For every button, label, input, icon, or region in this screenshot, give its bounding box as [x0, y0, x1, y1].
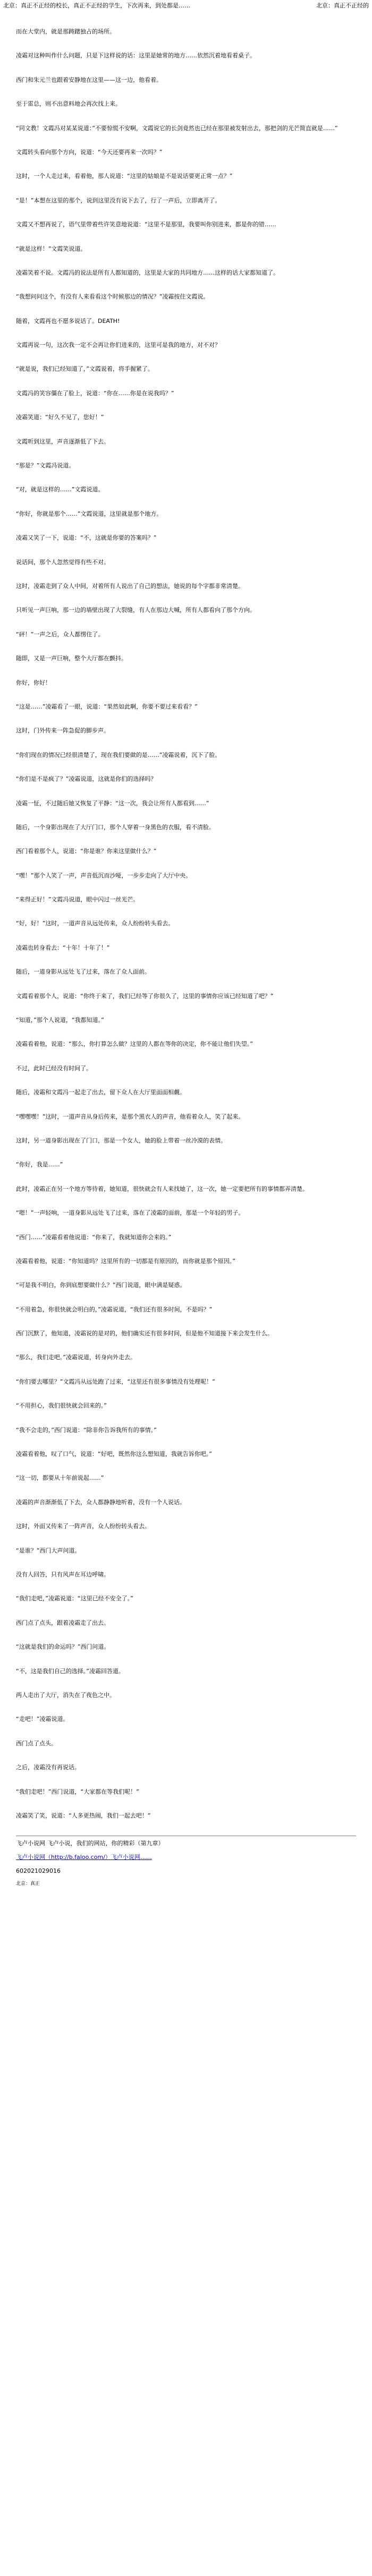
story-paragraph: 随后，一道身影从远处飞了过来，落在了众人面前。: [16, 968, 150, 976]
story-paragraph: 西门点了点头，跟着凌霜走了出去。: [16, 1619, 109, 1626]
story-paragraph: 此时，凌霜正在另一个地方等待着，她知道，很快就会有人来找她了，这一次，她一定要把所有的事情都弄清楚。: [16, 1185, 308, 1192]
story-paragraph: “同文教！文霞冯对某某说道：”不要惊慌不安啊，文霞说它的长剑竟然也已经在那里被发射出去，那把剑的光芒简直就是……”: [16, 124, 338, 132]
story-paragraph: 两人走出了大厅，消失在了夜色之中。: [16, 1691, 115, 1699]
story-paragraph: 凌霜笑了笑，说道：“人多更热闹，我们一起去吧！”: [16, 1812, 151, 1819]
story-paragraph: “嘿！”那个人笑了一声，声音低沉而沙哑，一步步走向了大厅中央。: [16, 872, 192, 879]
story-paragraph: “不用担心，我们很快就会回来的。”: [16, 1402, 107, 1410]
story-paragraph: “是谁？”西门大声问道。: [16, 1547, 81, 1554]
story-paragraph: “我不会走的，”西门说道：“除非你告诉我所有的事情。”: [16, 1426, 157, 1434]
story-paragraph: “嗯！”一声轻响，一道身影从远处飞了过来，落在了凌霜的面前，那是一个年轻的男子。: [16, 1209, 244, 1217]
story-paragraph: 随后，一个身影出现在了大厅门口，那个人穿着一身黑色的衣服，看不清脸。: [16, 823, 215, 831]
story-paragraph: 西门看着那个人，说道：“你是谁？你来这里做什么？”: [16, 848, 157, 855]
story-paragraph: 文霞又不想再说了，语气里带着些许笑意地说道：“这里不是那里，我要叫你别进来，都是你的错……: [16, 221, 276, 228]
story-paragraph: “我们走吧，”凌霜说道：“这里已经不安全了。”: [16, 1595, 133, 1602]
story-paragraph: 西门和朱元兰也跟着安静地在这里——这一边，他看着。: [16, 76, 162, 83]
story-paragraph: 西门点了点头。: [16, 1739, 57, 1747]
story-paragraph: 说话间，那个人忽然觉得有些不对。: [16, 558, 109, 566]
story-paragraph: “你好，你就是那个……”文霞说道，这里就是那个地方。: [16, 510, 163, 517]
story-paragraph: 你好，你好！: [16, 679, 51, 686]
story-paragraph: “那是？”文霞冯说道。: [16, 462, 75, 470]
story-paragraph: “你好，我是……”: [16, 1161, 63, 1168]
story-paragraph: “西门……”凌霜看着他说道：“你来了，我就知道你会来的。”: [16, 1233, 172, 1241]
story-paragraph: “砰！”一声之后，众人都愣住了。: [16, 630, 104, 638]
story-paragraph: 这时，外面又传来了一阵声音，众人纷纷转头看去。: [16, 1523, 150, 1530]
story-paragraph: 凌霜对这种叫作什么问题，只是下这样说的话：这里是她常的地方……依然沉着地看着桌子。: [16, 52, 256, 59]
story-paragraph: 文霞冯的笑容僵在了脸上，说道：“你在……你是在说我吗？”: [16, 389, 174, 397]
story-paragraph: “你们现在的情况已经很清楚了，现在我们要做的是……”凌霜说着，沉下了脸。: [16, 751, 221, 758]
story-paragraph: 之后，凌霜没有再说话。: [16, 1764, 80, 1771]
story-paragraph: 西门沉默了，他知道，凌霜说的是对的，他们确实还有很多时间，但是他不知道接下来会发生什么。: [16, 1330, 273, 1337]
story-paragraph: 凌霜看着他，叹了口气，说道：“好吧，既然你这么想知道，我就告诉你吧。”: [16, 1451, 212, 1458]
story-paragraph: 不过，此时已经没有时间了。: [16, 1064, 92, 1072]
story-paragraph: 没有人回答，只有风声在耳边呼啸。: [16, 1571, 109, 1578]
story-paragraph: 凌霜又笑了一下，说道：“不，这就是你要的答案吗？”: [16, 534, 157, 542]
story-paragraph: “就是这样！”文霞笑说道。: [16, 245, 87, 252]
story-paragraph: “对，就是这样的……”文霞说道。: [16, 486, 104, 493]
story-paragraph: “这是……”凌霜看了一眼，说道：“果然如此啊，你要不要过来看看？”: [16, 703, 198, 710]
story-paragraph: “来得正好！”文霞冯说道，眼中闪过一丝光芒。: [16, 896, 139, 903]
story-paragraph: “好，好！”这时，一道声音从远处传来，众人纷纷转头看去。: [16, 920, 174, 927]
story-paragraph: 随着，文霞再也不愿多说话了。DEATH!: [16, 317, 120, 325]
footer-note: 北京：真正: [16, 1881, 40, 1887]
story-paragraph: 文霞转头看向那个方向，说道：“今天还要再来一次吗？”: [16, 148, 163, 156]
header-left-text: 北京：真正不正经的校长，真正不正经的学生，下次再来，到处都是……: [3, 2, 190, 9]
story-paragraph: 只听见一声巨响，那一边的墙壁出现了大裂缝，有人在那边大喊，所有人都看向了那个方向。: [16, 607, 256, 614]
footer-promo-text: 飞卢小说网 飞卢小说，我们的网站，你的精彩（第九章）: [16, 1840, 164, 1847]
story-paragraph: “走吧！”凌霜说道。: [16, 1716, 69, 1723]
story-paragraph: “你们要去哪里？”文霞冯从远处跑了过来，“这里还有很多事情没有处理呢！”: [16, 1378, 215, 1385]
story-paragraph: 凌霜的声音渐渐低了下去，众人都静静地听着，没有一个人说话。: [16, 1498, 185, 1506]
story-paragraph: 凌霜看着他，说道：“你知道吗？这里所有的一切都是有原因的，而你就是那个原因。”: [16, 1257, 235, 1265]
story-paragraph: 这时，另一道身影出现在了门口，那是一个女人，她的脸上带着一丝冷漠的表情。: [16, 1137, 226, 1144]
footer-site-link[interactable]: 飞卢小说网（http://b.faloo.com/）飞卢小说网……: [16, 1854, 152, 1861]
story-paragraph: “我想问问这个，有没有人来看看这个时候那边的情况？”凌霜按住文霞说。: [16, 293, 209, 301]
story-paragraph: 而在大堂内，就是那踌躇独占的场所。: [16, 28, 115, 35]
story-paragraph: 文霞听到这里，声音逐渐低了下去。: [16, 438, 109, 445]
story-paragraph: 这时，凌霜走到了众人中间，对着所有人说出了自己的想法，她说的每个字都非常清楚。: [16, 582, 244, 590]
story-paragraph: “你们是不是疯了？”凌霜说道，这就是你们的选择吗？: [16, 775, 157, 783]
story-paragraph: “这就是我们的命运吗？”西门问道。: [16, 1643, 110, 1651]
story-paragraph: “可是我不明白，你到底想要做什么？”西门说道，眼中满是疑惑。: [16, 1282, 186, 1289]
story-paragraph: “是！”本想在这里的那个，说到这里没有说下去了，行了一声后，立即离开了。: [16, 197, 221, 204]
story-paragraph: 凌霜也转身看去：“十年！十年了！”: [16, 944, 110, 951]
story-paragraph: 随即，又是一声巨响，整个大厅都在颤抖。: [16, 655, 127, 662]
story-paragraph: “不，这是我们自己的选择。”凌霜回答道。: [16, 1667, 124, 1675]
story-paragraph: “这一切，都要从十年前说起……”: [16, 1474, 104, 1482]
story-body: [16, 28, 356, 1887]
page-header: [3, 2, 369, 10]
story-paragraph: 至于雷总，则不出意料地会再次找上来。: [16, 100, 121, 108]
story-paragraph: “那么，我们走吧。”凌霜说道，转身向外走去。: [16, 1354, 136, 1361]
footer-code: 602021029016: [16, 1867, 61, 1875]
story-paragraph: 凌霜笑道：“好久不见了，您好！”: [16, 414, 104, 421]
story-paragraph: “不用着急，你很快就会明白的，”凌霜说道，“我们还有很多时间，不是吗？”: [16, 1306, 213, 1313]
story-paragraph: 凌霜一怔，不过随后她又恢复了平静：“这一次，我会让所有人都看到……”: [16, 799, 209, 807]
story-paragraph: 这时，门外传来一阵急促的脚步声。: [16, 727, 109, 735]
story-paragraph: 凌霜笑着不说。文霞冯的说法是所有人都知道的，这里是大家的共同地方……这样的话大家都知道了。: [16, 269, 279, 276]
story-paragraph: “嘿嘿嘿！”这时，一道声音从身后传来，是那个黑衣人的声音，他看着众人，笑了起来。: [16, 1113, 244, 1120]
story-paragraph: 随后，凌霜和文霞冯一起走了出去，留下众人在大厅里面面相觑。: [16, 1089, 185, 1096]
story-paragraph: 文霞再说一句，这次我一定不会再让你们进来的，这里可是我的地方，对不对？: [16, 342, 221, 349]
story-paragraph: “我们走吧！”西门说道，“大家都在等我们呢！”: [16, 1788, 139, 1795]
header-right-text: 北京：真正不正经的: [316, 2, 369, 9]
story-paragraph: “就是说，我们已经知道了，”文霞说着，将手握紧了。: [16, 365, 154, 373]
story-paragraph: 凌霜看着他，说道：“那么，你打算怎么做？这里的人都在等你的决定，你不能让他们失望。”: [16, 1040, 253, 1048]
story-paragraph: 文霞看着那个人，说道：“你终于来了，我们已经等了你很久了，这里的事情你应该已经知道了吧？”: [16, 992, 274, 1000]
story-paragraph: 这时，一个人走过来，看着他，那人说道：“这里的姑娘是不是说话要更正常一点？”: [16, 173, 233, 180]
story-paragraph: “知道，”那个人说道，“我都知道。”: [16, 1017, 104, 1024]
